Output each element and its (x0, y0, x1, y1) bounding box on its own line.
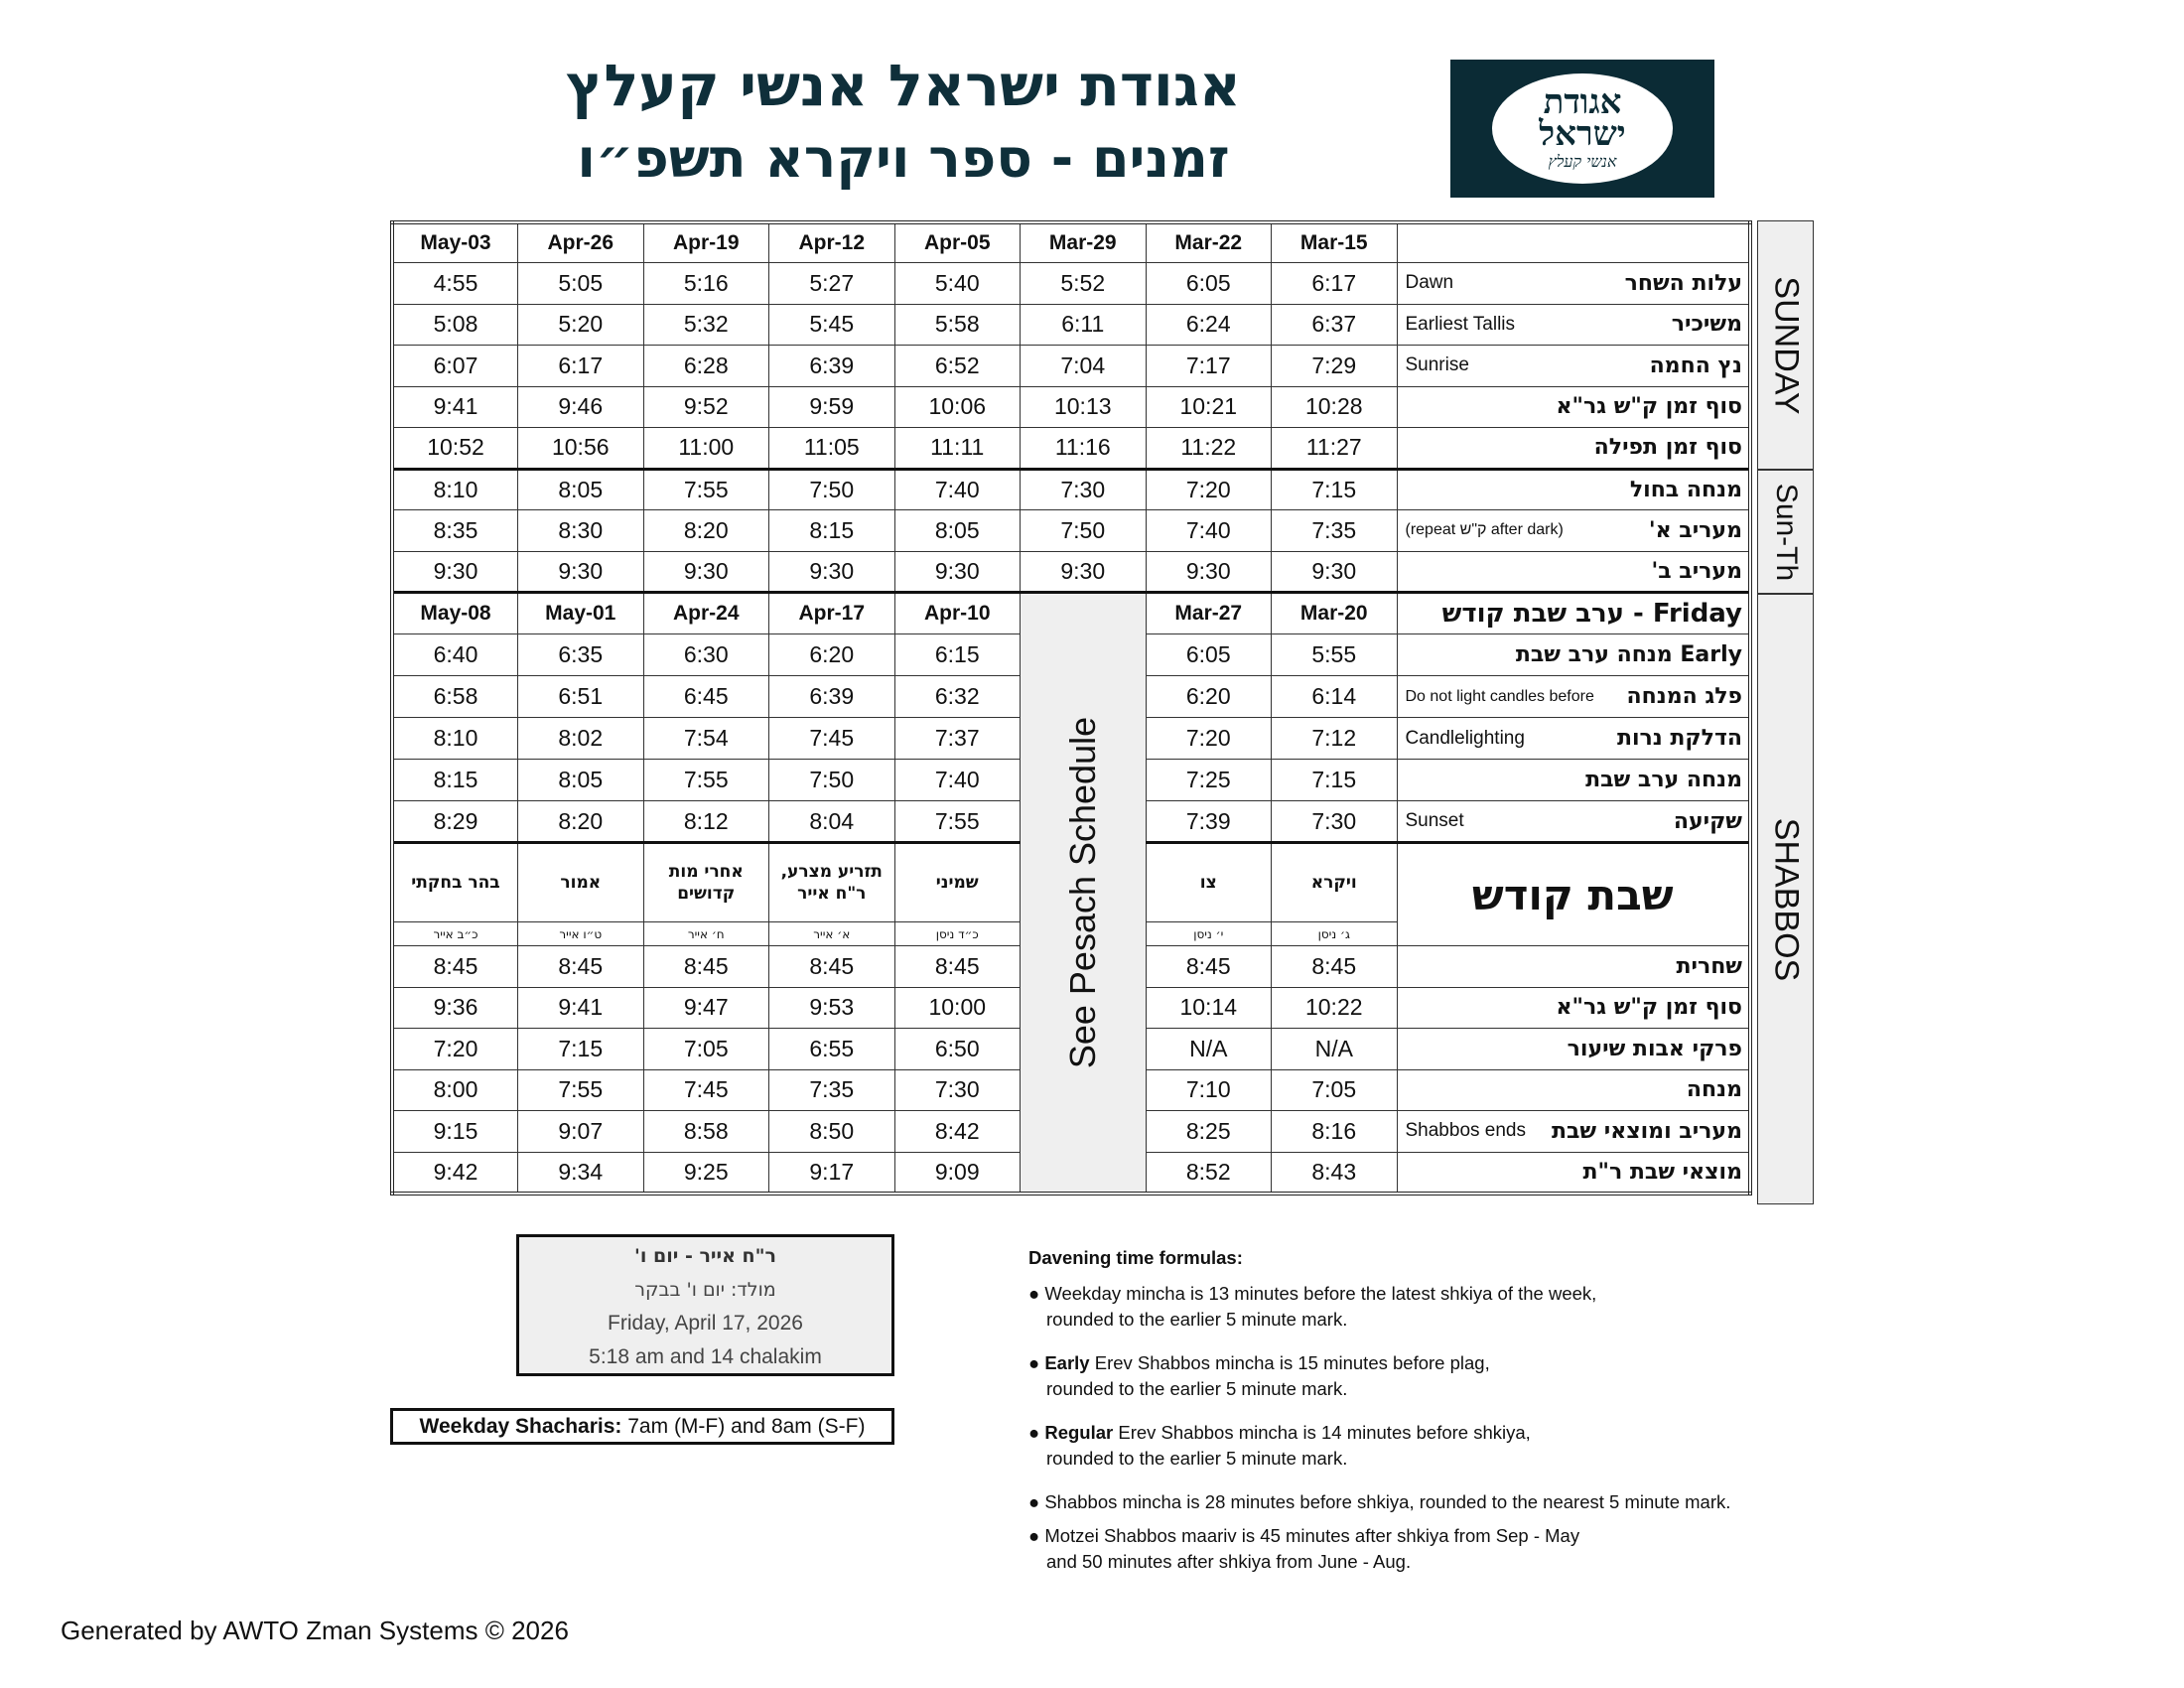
page-title: אגודת ישראל אנשי קעלץ (566, 52, 1241, 119)
date-header: Apr-26 (518, 222, 644, 263)
page-subtitle: זמנים - ספר ויקרא תשפ״ו (577, 127, 1230, 190)
row-label-hebrew: פלג המנחה (1626, 684, 1742, 709)
row-label (1397, 386, 1750, 428)
time-cell: 7:55 (643, 760, 769, 801)
org-logo (1450, 60, 1714, 198)
row-label-hebrew: סוף זמן ק"ש גר"א (1556, 394, 1742, 420)
hebrew-date: כ״ד ניסן (894, 922, 1021, 946)
formula-item: ● Motzei Shabbos maariv is 45 minutes after shkiya from Sep - May and 50 minutes after shkiya from June - Aug. (1028, 1525, 1580, 1572)
row-label-english: Sunset (1405, 810, 1464, 831)
date-header: Apr-10 (894, 593, 1021, 634)
time-cell: 4:55 (392, 263, 518, 305)
date-header: Apr-24 (643, 593, 769, 634)
time-cell: 7:45 (769, 718, 895, 760)
formula-item-text-line2: rounded to the earlier 5 minute mark. (1046, 1448, 1348, 1469)
time-cell: 7:54 (643, 718, 769, 760)
time-cell: 9:30 (894, 551, 1021, 593)
time-cell: 6:32 (894, 676, 1021, 718)
time-cell: 8:45 (1146, 946, 1272, 988)
time-cell: 8:20 (518, 801, 644, 843)
time-cell: 8:05 (894, 510, 1021, 552)
hebrew-date: א׳ אייר (769, 922, 895, 946)
time-cell: 6:24 (1146, 304, 1272, 346)
time-cell: 8:43 (1272, 1152, 1398, 1194)
time-cell: 7:30 (1272, 801, 1398, 843)
table-row (392, 551, 1750, 593)
time-cell: 9:30 (392, 551, 518, 593)
time-cell: 11:16 (1021, 428, 1147, 470)
time-cell: 6:20 (769, 634, 895, 676)
table-row (392, 263, 1750, 305)
row-label (1397, 304, 1750, 346)
time-cell: 9:30 (643, 551, 769, 593)
parsha-name: צו (1146, 843, 1272, 922)
row-label-hebrew: סוף זמן ק"ש גר"א (1556, 995, 1742, 1021)
time-cell: 8:10 (392, 469, 518, 510)
time-cell: 10:52 (392, 428, 518, 470)
date-header: Mar-27 (1146, 593, 1272, 634)
date-header: Apr-19 (643, 222, 769, 263)
pesach-note (1021, 593, 1147, 1194)
date-header: Apr-12 (769, 222, 895, 263)
hebrew-date: ט״ו אייר (518, 922, 644, 946)
time-cell: 11:00 (643, 428, 769, 470)
time-cell: 9:07 (518, 1111, 644, 1153)
formula-item-bold: Early (1044, 1352, 1090, 1373)
time-cell: 6:37 (1272, 304, 1398, 346)
time-cell: 6:45 (643, 676, 769, 718)
time-cell: 7:30 (1021, 469, 1147, 510)
section-label-sun-th (1757, 470, 1814, 594)
parsha-name: אמור (518, 843, 644, 922)
time-cell: 11:27 (1272, 428, 1398, 470)
row-label-english: Shabbos ends (1405, 1120, 1526, 1142)
time-cell: 5:40 (894, 263, 1021, 305)
formula-item-text-line2: rounded to the earlier 5 minute mark. (1046, 1309, 1348, 1330)
time-cell: 10:00 (894, 987, 1021, 1029)
table-row (392, 593, 1750, 634)
molad-day: מולד: יום ו' בבקר (634, 1279, 776, 1301)
time-cell: 6:17 (1272, 263, 1398, 305)
formula-item-text: Shabbos mincha is 28 minutes before shkiya, rounded to the nearest 5 minute mark. (1044, 1491, 1731, 1512)
row-label (1397, 987, 1750, 1029)
pesach-note-text: See Pesach Schedule (1061, 716, 1103, 1068)
time-cell: 6:55 (769, 1029, 895, 1070)
time-cell: 7:39 (1146, 801, 1272, 843)
time-cell: 6:35 (518, 634, 644, 676)
formulas-list (1028, 1281, 1843, 1575)
time-cell: 5:05 (518, 263, 644, 305)
time-cell: 8:25 (1146, 1111, 1272, 1153)
section-label-shabbos (1757, 594, 1814, 1204)
time-cell: 7:37 (894, 718, 1021, 760)
row-label (1397, 676, 1750, 718)
time-cell: 8:45 (1272, 946, 1398, 988)
formula-item-text-line2: and 50 minutes after shkiya from June - Aug. (1046, 1551, 1412, 1572)
row-label (1397, 346, 1750, 387)
row-label (1397, 946, 1750, 988)
date-header: Mar-29 (1021, 222, 1147, 263)
formula-item-text-line2: rounded to the earlier 5 minute mark. (1046, 1378, 1348, 1399)
date-header: Mar-22 (1146, 222, 1272, 263)
time-cell: 5:45 (769, 304, 895, 346)
row-label (1397, 469, 1750, 510)
time-cell: 7:15 (1272, 469, 1398, 510)
time-cell: 7:35 (769, 1069, 895, 1111)
time-cell: 5:55 (1272, 634, 1398, 676)
time-cell: 7:25 (1146, 760, 1272, 801)
time-cell: 10:21 (1146, 386, 1272, 428)
time-cell: 5:52 (1021, 263, 1147, 305)
time-cell: 6:15 (894, 634, 1021, 676)
time-cell: 7:17 (1146, 346, 1272, 387)
row-label-english: Earliest Tallis (1405, 313, 1516, 335)
time-cell: 10:13 (1021, 386, 1147, 428)
time-cell: 7:10 (1146, 1069, 1272, 1111)
date-header: Mar-20 (1272, 593, 1398, 634)
time-cell: 9:30 (1021, 551, 1147, 593)
time-cell: 11:22 (1146, 428, 1272, 470)
parsha-name: ויקרא (1272, 843, 1398, 922)
row-label (1397, 1152, 1750, 1194)
time-cell: 8:20 (643, 510, 769, 552)
time-cell: 8:52 (1146, 1152, 1272, 1194)
time-cell: 9:34 (518, 1152, 644, 1194)
molad-rosh-chodesh: ר"ח אייר - יום ו' (634, 1245, 776, 1267)
time-cell: 6:20 (1146, 676, 1272, 718)
time-cell: 8:35 (392, 510, 518, 552)
section-label-shabbos-text: SHABBOS (1767, 817, 1805, 981)
time-cell: 8:15 (392, 760, 518, 801)
row-label (1397, 1111, 1750, 1153)
formula-item-text: Erev Shabbos mincha is 14 minutes before shkiya, (1113, 1422, 1531, 1443)
time-cell: 8:02 (518, 718, 644, 760)
time-cell: 11:11 (894, 428, 1021, 470)
weekday-shacharis-box (390, 1408, 894, 1445)
time-cell: 8:45 (643, 946, 769, 988)
shacharis-label: Weekday Shacharis: (419, 1415, 622, 1438)
row-label (1397, 551, 1750, 593)
time-cell: 7:40 (894, 469, 1021, 510)
time-cell: 9:25 (643, 1152, 769, 1194)
time-cell: 8:04 (769, 801, 895, 843)
logo-line2: ישראל (1539, 114, 1626, 154)
time-cell: 8:29 (392, 801, 518, 843)
hebrew-date: כ״ב אייר (392, 922, 518, 946)
time-cell: 8:45 (894, 946, 1021, 988)
logo-oval (1492, 73, 1673, 184)
time-cell: 7:20 (1146, 718, 1272, 760)
time-cell: 8:05 (518, 760, 644, 801)
time-cell: 7:55 (894, 801, 1021, 843)
parsha-name: בהר בחקתי (392, 843, 518, 922)
table-row (392, 469, 1750, 510)
time-cell: 10:28 (1272, 386, 1398, 428)
time-cell: 6:39 (769, 346, 895, 387)
row-label (1397, 222, 1750, 263)
row-label-hebrew: שקיעה (1673, 808, 1742, 834)
formulas-heading: Davening time formulas: (1028, 1247, 1243, 1268)
time-cell: 7:05 (1272, 1069, 1398, 1111)
time-cell: N/A (1272, 1029, 1398, 1070)
time-cell: 9:30 (1272, 551, 1398, 593)
row-label (1397, 718, 1750, 760)
row-label-hebrew: מעריב א' (1648, 517, 1742, 543)
time-cell: 8:42 (894, 1111, 1021, 1153)
time-cell: 10:14 (1146, 987, 1272, 1029)
hebrew-date: ח׳ אייר (643, 922, 769, 946)
time-cell: 9:30 (1146, 551, 1272, 593)
time-cell: 8:00 (392, 1069, 518, 1111)
time-cell: 7:30 (894, 1069, 1021, 1111)
time-cell: 7:50 (1021, 510, 1147, 552)
time-cell: 7:55 (518, 1069, 644, 1111)
date-header: Mar-15 (1272, 222, 1398, 263)
time-cell: 8:10 (392, 718, 518, 760)
parsha-name: שמיני (894, 843, 1021, 922)
time-cell: 7:35 (1272, 510, 1398, 552)
time-cell: 6:51 (518, 676, 644, 718)
time-cell: 6:39 (769, 676, 895, 718)
formula-item-text: Motzei Shabbos maariv is 45 minutes after shkiya from Sep - May (1044, 1525, 1580, 1546)
row-label-hebrew: מעריב ב' (1651, 558, 1742, 584)
row-label-english: Candlelighting (1405, 727, 1525, 749)
logo-line3: אנשי קעלץ (1548, 152, 1617, 171)
time-cell: 8:30 (518, 510, 644, 552)
row-label-hebrew: משיכיר (1671, 312, 1742, 338)
time-cell: 8:45 (518, 946, 644, 988)
time-cell: 9:53 (769, 987, 895, 1029)
time-cell: 7:55 (643, 469, 769, 510)
time-cell: 7:50 (769, 760, 895, 801)
time-cell: 7:50 (769, 469, 895, 510)
time-cell: 9:30 (518, 551, 644, 593)
date-header: May-08 (392, 593, 518, 634)
row-label (1397, 263, 1750, 305)
row-label-english: Sunrise (1405, 354, 1469, 376)
time-cell: 9:30 (769, 551, 895, 593)
table-row (392, 304, 1750, 346)
row-label-hebrew: מנחה ערב שבת (1585, 768, 1742, 792)
time-cell: 8:45 (392, 946, 518, 988)
row-label-english: Do not light candles before (1405, 687, 1594, 705)
table-row (392, 346, 1750, 387)
time-cell: 9:09 (894, 1152, 1021, 1194)
davening-formulas (1028, 1245, 1843, 1583)
time-cell: 9:41 (518, 987, 644, 1029)
row-label (1397, 1029, 1750, 1070)
time-cell: 10:06 (894, 386, 1021, 428)
date-header: May-03 (392, 222, 518, 263)
row-label (1397, 510, 1750, 552)
time-cell: 8:16 (1272, 1111, 1398, 1153)
time-cell: 5:58 (894, 304, 1021, 346)
time-cell: 6:58 (392, 676, 518, 718)
time-cell: 8:45 (769, 946, 895, 988)
row-label-english: Dawn (1405, 272, 1454, 294)
time-cell: 6:07 (392, 346, 518, 387)
time-cell: 5:20 (518, 304, 644, 346)
time-cell: 9:52 (643, 386, 769, 428)
time-cell: 7:04 (1021, 346, 1147, 387)
time-cell: 10:22 (1272, 987, 1398, 1029)
time-cell: 6:52 (894, 346, 1021, 387)
time-cell: 8:58 (643, 1111, 769, 1153)
time-cell: 5:16 (643, 263, 769, 305)
table-row (392, 510, 1750, 552)
date-header: Apr-17 (769, 593, 895, 634)
time-cell: 8:05 (518, 469, 644, 510)
row-label-hebrew: שחרית (1676, 953, 1742, 979)
time-cell: 7:05 (643, 1029, 769, 1070)
row-label (1397, 1069, 1750, 1111)
formula-item-bold: Regular (1044, 1422, 1114, 1443)
time-cell: 6:30 (643, 634, 769, 676)
parsha-name: תזריע מצרע, ר"ח אייר (769, 843, 895, 922)
zmanim-table-body (392, 222, 1750, 1194)
time-cell: 8:50 (769, 1111, 895, 1153)
time-cell: 7:45 (643, 1069, 769, 1111)
time-cell: 9:41 (392, 386, 518, 428)
time-cell: 9:59 (769, 386, 895, 428)
row-label-hebrew: מוצאי שבת ר"ת (1582, 1159, 1742, 1185)
time-cell: 9:15 (392, 1111, 518, 1153)
time-cell: 7:12 (1272, 718, 1398, 760)
row-label-english: (repeat ק"ש after dark) (1405, 521, 1564, 539)
time-cell: 7:40 (1146, 510, 1272, 552)
logo-line1: אגודת (1543, 82, 1622, 122)
time-cell: 9:47 (643, 987, 769, 1029)
row-label-hebrew: מעריב ומוצאי שבת (1551, 1118, 1742, 1144)
row-label (1397, 801, 1750, 843)
time-cell: 8:12 (643, 801, 769, 843)
row-label-hebrew: מנחה בחול (1629, 477, 1742, 502)
parsha-name: אחרי מות קדושים (643, 843, 769, 922)
table-row (392, 386, 1750, 428)
time-cell: 5:32 (643, 304, 769, 346)
section-label-sun-th-text: Sun-Th (1769, 483, 1803, 581)
shabbos-title: שבת קודש (1397, 843, 1750, 946)
table-row (392, 222, 1750, 263)
date-header: Apr-05 (894, 222, 1021, 263)
row-label-hebrew: Early מנחה ערב שבת (1515, 642, 1742, 667)
row-label-hebrew: הדלקת נרות (1616, 726, 1742, 751)
time-cell: 6:14 (1272, 676, 1398, 718)
time-cell: 5:27 (769, 263, 895, 305)
friday-header-label: Friday - ערב שבת קודש (1397, 593, 1750, 634)
formula-item-text: Erev Shabbos mincha is 15 minutes before plag, (1089, 1352, 1490, 1373)
hebrew-date: ג׳ ניסן (1272, 922, 1398, 946)
time-cell: 11:05 (769, 428, 895, 470)
time-cell: 7:40 (894, 760, 1021, 801)
time-cell: 7:15 (1272, 760, 1398, 801)
section-label-sunday-text: SUNDAY (1767, 275, 1805, 415)
row-label (1397, 634, 1750, 676)
time-cell: 6:50 (894, 1029, 1021, 1070)
time-cell: N/A (1146, 1029, 1272, 1070)
molad-box (516, 1234, 894, 1376)
time-cell: 6:17 (518, 346, 644, 387)
molad-time: 5:18 am and 14 chalakim (589, 1345, 822, 1368)
time-cell: 9:42 (392, 1152, 518, 1194)
date-header: May-01 (518, 593, 644, 634)
hebrew-date: י׳ ניסן (1146, 922, 1272, 946)
time-cell: 10:56 (518, 428, 644, 470)
section-label-sunday (1757, 220, 1814, 470)
time-cell: 7:20 (1146, 469, 1272, 510)
time-cell: 6:11 (1021, 304, 1147, 346)
formula-item: ● Shabbos mincha is 28 minutes before shkiya, rounded to the nearest 5 minute mark. (1028, 1491, 1731, 1512)
formula-item: ● Regular Erev Shabbos mincha is 14 minutes before shkiya, rounded to the earlier 5 minute mark. (1028, 1422, 1531, 1469)
row-label-hebrew: עלות השחר (1624, 270, 1742, 296)
time-cell: 9:46 (518, 386, 644, 428)
time-cell: 6:05 (1146, 634, 1272, 676)
footer-credit: Generated by AWTO Zman Systems © 2026 (61, 1616, 569, 1645)
zmanim-table (390, 220, 1752, 1196)
time-cell: 7:15 (518, 1029, 644, 1070)
formula-item-text: Weekday mincha is 13 minutes before the latest shkiya of the week, (1044, 1283, 1597, 1304)
shacharis-value: 7am (M-F) and 8am (S-F) (621, 1415, 866, 1438)
time-cell: 5:08 (392, 304, 518, 346)
time-cell: 6:05 (1146, 263, 1272, 305)
time-cell: 7:29 (1272, 346, 1398, 387)
table-row (392, 428, 1750, 470)
row-label-hebrew: מנחה (1686, 1077, 1742, 1103)
row-label (1397, 760, 1750, 801)
time-cell: 8:15 (769, 510, 895, 552)
formula-item: ● Early Erev Shabbos mincha is 15 minutes before plag, rounded to the earlier 5 minute mark. (1028, 1352, 1490, 1399)
formula-item: ● Weekday mincha is 13 minutes before the latest shkiya of the week, rounded to the earlier 5 minute mark. (1028, 1283, 1597, 1330)
time-cell: 9:17 (769, 1152, 895, 1194)
row-label (1397, 428, 1750, 470)
molad-date: Friday, April 17, 2026 (608, 1312, 803, 1335)
time-cell: 7:20 (392, 1029, 518, 1070)
row-label-hebrew: נץ החמה (1649, 352, 1742, 378)
row-label-hebrew: פרקי אבות שיעור (1567, 1036, 1742, 1061)
time-cell: 6:28 (643, 346, 769, 387)
time-cell: 6:40 (392, 634, 518, 676)
time-cell: 9:36 (392, 987, 518, 1029)
row-label-hebrew: סוף זמן תפילה (1593, 435, 1742, 461)
